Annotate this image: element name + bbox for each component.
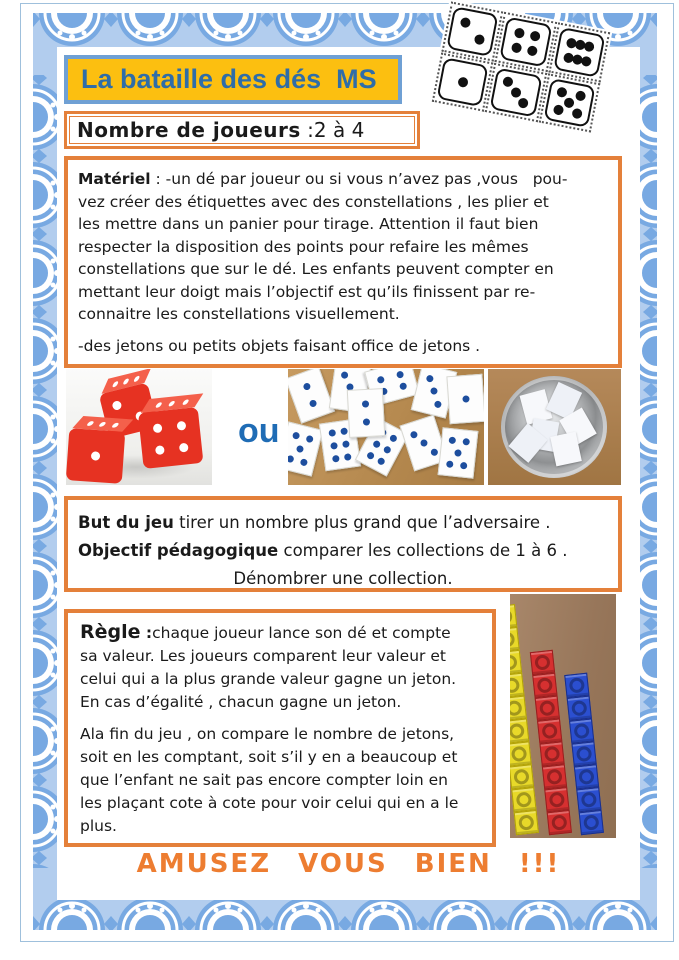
footer-message: AMUSEZ VOUS BIEN !!! bbox=[136, 849, 561, 879]
rules-line: chaque joueur lance son dé et compte bbox=[152, 624, 451, 642]
materiel-sep: : bbox=[150, 170, 166, 188]
players-box bbox=[64, 111, 420, 149]
snap-cube bbox=[564, 673, 589, 698]
snap-cube bbox=[510, 764, 534, 789]
snap-cube bbox=[511, 787, 536, 812]
snap-cube bbox=[567, 696, 592, 721]
metal-bowl bbox=[501, 376, 607, 478]
paper-bowl-photo bbox=[488, 369, 621, 485]
materiel-box bbox=[64, 156, 622, 368]
snap-cube bbox=[510, 673, 525, 698]
page-title-text: La bataille des dés MS bbox=[81, 64, 377, 94]
snap-cube bbox=[571, 741, 596, 766]
text-line bbox=[78, 537, 618, 565]
goal-box bbox=[64, 496, 622, 592]
die-face bbox=[442, 1, 504, 61]
rules-sep: : bbox=[140, 624, 153, 642]
snap-cube bbox=[532, 673, 557, 698]
text-line: connaitre les constellations visuellement. bbox=[78, 305, 400, 323]
snap-cube bbox=[510, 627, 520, 652]
dot-card bbox=[446, 374, 484, 424]
page-title bbox=[64, 55, 402, 104]
text-line: celui qui a la plus grande valeur gagne un jeton. bbox=[80, 670, 457, 688]
text-line: sa valeur. Les joueurs comparent leur valeur et bbox=[80, 647, 446, 665]
snap-cube bbox=[537, 718, 562, 743]
snap-cube bbox=[579, 810, 604, 835]
text-line: les plaçant cote à cote pour voir celui qui en a le bbox=[80, 794, 459, 812]
materiel-line: -un dé par joueur ou si vous n’avez pas ,vous pou- bbox=[165, 170, 568, 188]
goal-heading: But du jeu bbox=[78, 513, 174, 532]
text-line: -des jetons ou petits objets faisant office de jetons . bbox=[78, 336, 481, 355]
text-line: constellations que sur le dé. Les enfants peuvent compter en bbox=[78, 260, 554, 278]
snap-cube bbox=[510, 604, 517, 629]
dot-card bbox=[288, 369, 335, 424]
or-text: ou bbox=[238, 412, 280, 450]
text-line: plus. bbox=[80, 817, 117, 835]
snap-cube bbox=[569, 718, 594, 743]
red-dice-photo bbox=[66, 369, 212, 485]
text-line: respecter la disposition des points pour refaire les mêmes bbox=[78, 237, 529, 256]
die-face bbox=[495, 12, 557, 72]
text-line: mettant leur doigt mais l’objectif est qu’ils finissent par re- bbox=[78, 282, 536, 301]
red-die bbox=[66, 415, 126, 484]
text-line: soit en les comptant, soit s’il y en a beaucoup et bbox=[80, 748, 458, 766]
dot-card bbox=[347, 388, 385, 438]
players-label: Nombre de joueurs bbox=[77, 118, 301, 142]
snap-cube bbox=[544, 787, 569, 812]
text-line: vez créer des étiquettes avec des constellations , les plier et bbox=[78, 192, 549, 211]
die-face bbox=[485, 62, 547, 122]
text-line: les mettre dans un panier pour tirage. Attention il faut bien bbox=[78, 215, 539, 233]
snap-cube bbox=[514, 810, 539, 835]
snap-cube bbox=[574, 764, 599, 789]
cube-tower bbox=[510, 604, 539, 835]
snap-cube bbox=[510, 718, 529, 743]
snap-cube bbox=[510, 696, 527, 721]
objective-heading: Objectif pédagogique bbox=[78, 541, 279, 560]
objective-text: comparer les collections de 1 à 6 . bbox=[278, 541, 568, 560]
cube-towers-photo bbox=[510, 594, 616, 838]
snap-cube bbox=[542, 764, 567, 789]
die-face bbox=[538, 73, 600, 133]
snap-cube bbox=[535, 696, 560, 721]
text-line bbox=[78, 509, 618, 537]
text-line bbox=[78, 168, 618, 191]
text-line bbox=[80, 621, 492, 645]
text-line: que l’enfant ne sait pas encore compter loin en bbox=[80, 771, 448, 789]
rules-box bbox=[64, 609, 496, 847]
snap-cube bbox=[510, 650, 522, 675]
snap-cube bbox=[510, 741, 532, 766]
players-value: :2 à 4 bbox=[300, 118, 365, 142]
snap-cube bbox=[576, 787, 601, 812]
die-face bbox=[432, 52, 494, 112]
goal-text: tirer un nombre plus grand que l’adversaire . bbox=[173, 513, 551, 532]
cube-tower bbox=[564, 673, 604, 836]
snap-cube bbox=[530, 650, 555, 675]
dot-card bbox=[438, 427, 479, 479]
text-line: Ala fin du jeu , on compare le nombre de jetons, bbox=[80, 725, 455, 743]
text-line: Dénombrer une collection. bbox=[233, 569, 453, 588]
die-face bbox=[548, 22, 610, 82]
materiel-heading: Matériel bbox=[78, 170, 151, 188]
dot-card bbox=[288, 421, 323, 476]
dot-cards-photo bbox=[288, 369, 484, 485]
snap-cube bbox=[539, 741, 564, 766]
text-line: En cas d’égalité , chacun gagne un jeton. bbox=[80, 693, 402, 711]
rules-heading: Règle bbox=[80, 621, 141, 643]
snap-cube bbox=[547, 810, 572, 835]
red-die bbox=[137, 394, 204, 469]
